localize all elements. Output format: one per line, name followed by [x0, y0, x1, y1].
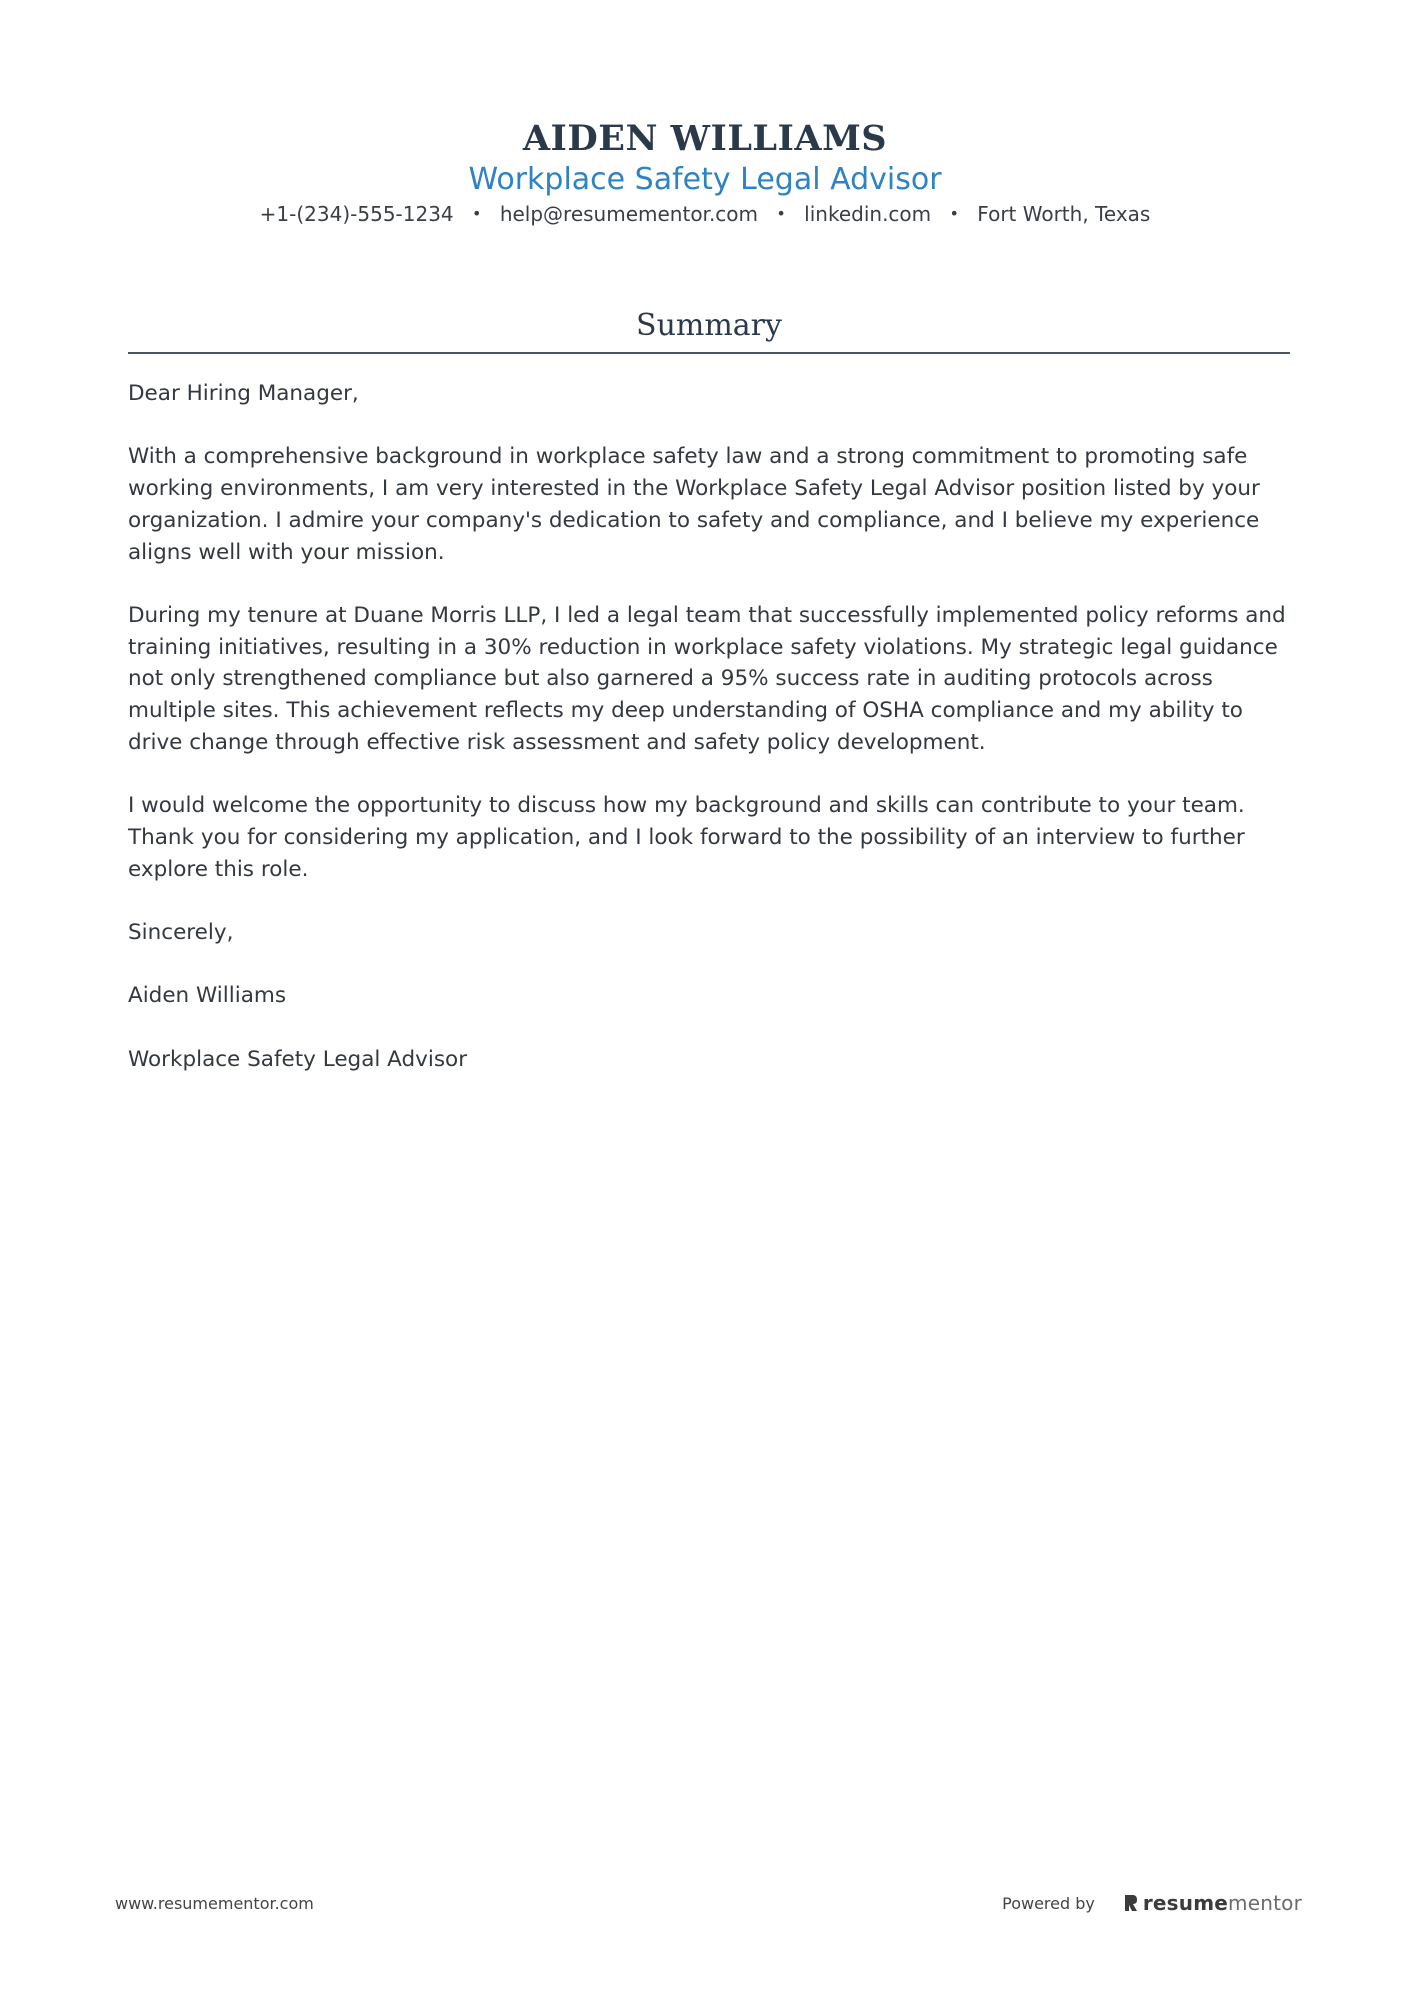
letter-salutation: Dear Hiring Manager, [128, 381, 359, 406]
brand-text-resume: resume [1142, 1891, 1229, 1915]
contact-location: Fort Worth, Texas [977, 202, 1151, 226]
resumementor-logo-icon [1123, 1893, 1139, 1913]
section-divider [128, 352, 1290, 354]
contact-email[interactable]: help@resumementor.com [499, 202, 759, 226]
signature-title: Workplace Safety Legal Advisor [128, 1046, 468, 1072]
section-heading-summary: Summary [636, 308, 782, 343]
letter-body [128, 378, 1294, 1107]
resumementor-logo[interactable] [1123, 1891, 1302, 1915]
brand-text-mentor: mentor [1228, 1891, 1302, 1915]
footer-website[interactable]: www.resumementor.com [115, 1894, 314, 1913]
contact-line [0, 198, 1410, 232]
candidate-name: AIDEN WILLIAMS [522, 118, 888, 159]
resume-header [0, 116, 1410, 232]
contact-linkedin[interactable]: linkedin.com [804, 202, 932, 226]
powered-by-label: Powered by [1002, 1893, 1095, 1913]
letter-paragraph: With a comprehensive background in workplace safety law and a strong commitment to promoting safe working environments, I am very interested in the Workplace Safety Legal Advisor position listed by your organization. I admire your company's dedication to safety and compliance, and I believe my experience aligns well with your mission. [128, 444, 1260, 565]
contact-phone: +1-(234)-555-1234 [259, 202, 454, 226]
candidate-job-title: Workplace Safety Legal Advisor [468, 162, 942, 197]
letter-paragraph: During my tenure at Duane Morris LLP, I led a legal team that successfully implemented policy reforms and training initiatives, resulting in a 30% reduction in workplace safety violations. My strategic legal guidance not only strengthened compliance but also garnered a 95% success rate in auditing protocols across multiple sites. This achievement reflects my deep understanding of OSHA compliance and my ability to drive change through effective risk assessment and safety policy development. [128, 602, 1286, 755]
letter-paragraph: I would welcome the opportunity to discuss how my background and skills can contribute to your team. Thank you for considering my application, and I look forward to the possibility of an interview to further explore this role. [128, 793, 1245, 882]
contact-separator: • [776, 204, 786, 223]
contact-separator: • [949, 204, 959, 223]
contact-separator: • [472, 204, 482, 223]
letter-closing: Sincerely, [128, 919, 234, 945]
signature-name: Aiden Williams [128, 983, 287, 1009]
footer-branding [1002, 1890, 1302, 1916]
